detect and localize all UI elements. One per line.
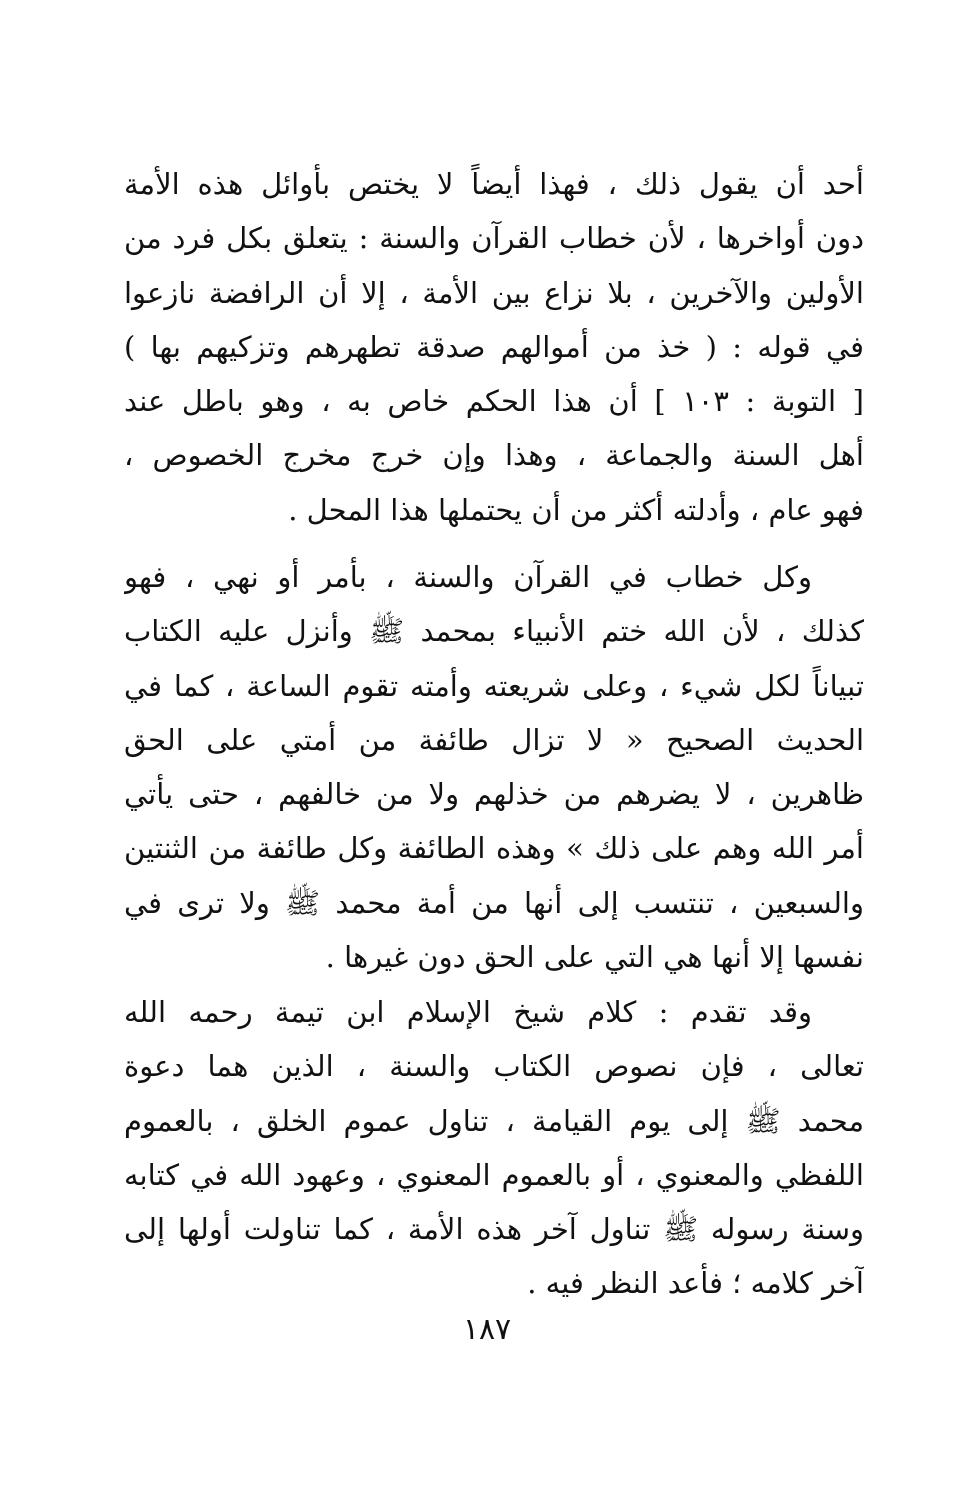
paragraph-line: الحديث الصحيح « لا تزال طائفة من أمتي على الحق (124, 722, 864, 757)
paragraph-line: دون أواخرها ، لأن خطاب القرآن والسنة : يتعلق بكل فرد من (124, 221, 864, 256)
paragraph-line: كذلك ، لأن الله ختم الأنبياء بمحمد ﷺ وأنزل عليه الكتاب (124, 614, 864, 649)
paragraph-line: أمر الله وهم على ذلك » وهذه الطائفة وكل طائفة من الثنتين (124, 831, 864, 866)
paragraph-line: في قوله : ( خذ من أموالهم صدقة تطهرهم وتزكيهم بها ) (124, 329, 864, 364)
paragraph-line: أهل السنة والجماعة ، وهذا وإن خرج مخرج الخصوص ، (124, 438, 864, 473)
paragraph-3 (124, 985, 864, 1311)
paragraph-line: الأولين والآخرين ، بلا نزاع بين الأمة ، إلا أن الرافضة نازعوا (124, 275, 864, 310)
paragraph-line: فهو عام ، وأدلته أكثر من أن يحتملها هذا المحل . (288, 492, 864, 527)
paragraph-line: [ التوبة : ١٠٣ ] أن هذا الحكم خاص به ، وهو باطل عند (124, 384, 864, 419)
paragraph-line: ظاهرين ، لا يضرهم من خذلهم ولا من خالفهم ، حتى يأتي (124, 777, 864, 812)
paragraph-line: وقد تقدم : كلام شيخ الإسلام ابن تيمة رحمه الله (124, 995, 812, 1029)
paragraph-line: وكل خطاب في القرآن والسنة ، بأمر أو نهي ، فهو (124, 560, 812, 594)
paragraph-2 (124, 550, 864, 984)
paragraph-1 (124, 157, 864, 537)
paragraph-line: محمد ﷺ إلى يوم القيامة ، تناول عموم الخلق ، بالعموم (124, 1103, 864, 1138)
paragraph-line: وسنة رسوله ﷺ تناول آخر هذه الأمة ، كما تناولت أولها إلى (124, 1212, 864, 1247)
paragraph-line: أحد أن يقول ذلك ، فهذا أيضاً لا يختص بأوائل هذه الأمة (124, 167, 864, 201)
paragraph-line: تعالى ، فإن نصوص الكتاب والسنة ، الذين هما دعوة (124, 1049, 864, 1084)
paragraph-line: اللفظي والمعنوي ، أو بالعموم المعنوي ، وعهود الله في كتابه (124, 1157, 864, 1192)
paragraph-line: آخر كلامه ؛ فأعد النظر فيه . (527, 1266, 864, 1301)
page-number: ١٨٧ (462, 1312, 512, 1347)
paragraph-line: والسبعين ، تنتسب إلى أنها من أمة محمد ﷺ ولا ترى في (124, 885, 864, 920)
paragraph-line: نفسها إلا أنها هي التي على الحق دون غيرها . (325, 940, 864, 975)
paragraph-line: تبياناً لكل شيء ، وعلى شريعته وأمته تقوم الساعة ، كما في (124, 668, 864, 703)
